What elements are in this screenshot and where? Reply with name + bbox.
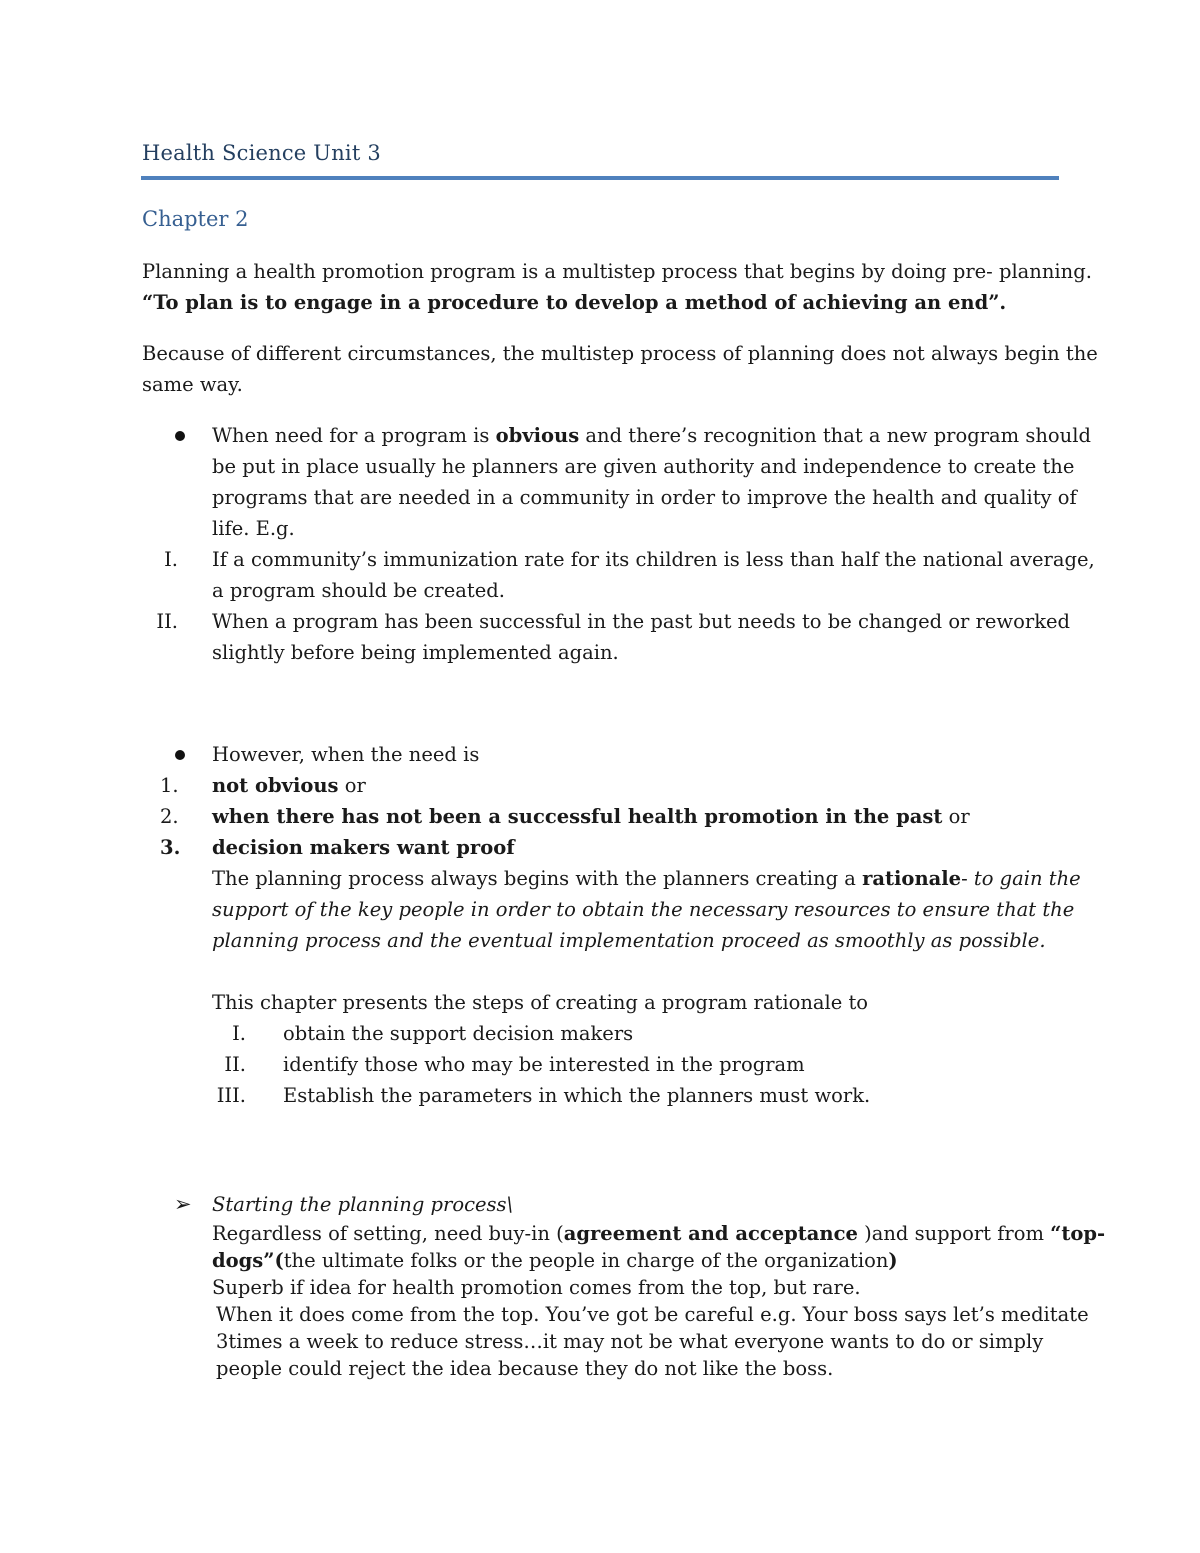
list-item: When a program has been successful in the past but needs to be changed or reworked <box>212 610 1071 633</box>
step-item: obtain the support decision makers <box>283 1022 634 1045</box>
rationale-term: rationale <box>862 867 962 890</box>
paragraph-line: same way. <box>142 373 243 396</box>
list-marker: 3. <box>160 836 181 859</box>
bullet-item <box>212 420 1091 451</box>
list-text: or <box>338 774 366 797</box>
list-item <box>212 801 970 832</box>
bullet-item-line: be put in place usually he planners are given authority and independence to create the <box>212 455 1075 478</box>
chapter-heading: Chapter 2 <box>142 207 249 231</box>
list-bold-text: when there has not been a successful health promotion in the past <box>212 805 943 828</box>
arrow-bullet-icon: ➢ <box>174 1192 192 1216</box>
section-text: the ultimate folks or the people in charge of the organization <box>283 1249 889 1272</box>
bullet-icon <box>175 431 185 441</box>
intro-quote: “To plan is to engage in a procedure to develop a method of achieving an end”. <box>142 291 1007 314</box>
list-bold-text: not obvious <box>212 774 339 797</box>
list-marker: I. <box>232 1022 246 1045</box>
list-marker: I. <box>164 548 178 571</box>
rationale-text: The planning process always begins with the planners creating a <box>212 867 863 890</box>
step-item: identify those who may be interested in the program <box>283 1053 805 1076</box>
list-marker: 2. <box>160 805 179 828</box>
section-bold-text: “top- <box>1050 1222 1106 1245</box>
rationale-definition: support of the key people in order to obtain the necessary resources to ensure that the <box>212 898 1075 921</box>
section-bold-text: ) <box>888 1249 898 1272</box>
bullet-item-line: life. E.g. <box>212 517 295 540</box>
intro-text: Planning a health promotion program is a multistep process that begins by doing pre- planning. <box>142 260 1092 283</box>
bullet-text: and there’s recognition that a new program should <box>579 424 1091 447</box>
bullet-item: However, when the need is <box>212 743 480 766</box>
list-marker: II. <box>224 1053 246 1076</box>
rationale-definition: to gain the <box>973 867 1081 890</box>
list-item-line: a program should be created. <box>212 579 505 602</box>
section-line: people could reject the idea because they do not like the boss. <box>216 1357 834 1380</box>
bullet-item-line: programs that are needed in a community in order to improve the health and quality of <box>212 486 1077 509</box>
section-text: Regardless of setting, need buy-in ( <box>212 1222 564 1245</box>
bullet-icon <box>175 750 185 760</box>
list-item: If a community’s immunization rate for its children is less than half the national average, <box>212 548 1095 571</box>
list-marker: III. <box>216 1084 246 1107</box>
list-marker: 1. <box>160 774 179 797</box>
list-text: or <box>942 805 970 828</box>
title-underline <box>141 176 1059 180</box>
bullet-bold-text: obvious <box>495 424 580 447</box>
section-line: When it does come from the top. You’ve got be careful e.g. Your boss says let’s meditate <box>216 1303 1089 1326</box>
list-item-line: slightly before being implemented again. <box>212 641 619 664</box>
section-bold-text: dogs”( <box>212 1249 284 1272</box>
list-item: decision makers want proof <box>212 836 515 859</box>
rationale-line <box>212 863 1081 894</box>
bullet-text: When need for a program is <box>212 424 496 447</box>
steps-intro: This chapter presents the steps of creating a program rationale to <box>212 991 869 1014</box>
section-heading: Starting the planning process\ <box>212 1193 514 1216</box>
rationale-definition: planning process and the eventual implementation proceed as smoothly as possible. <box>212 929 1046 952</box>
rationale-dash: - <box>961 867 974 890</box>
step-item: Establish the parameters in which the planners must work. <box>283 1084 871 1107</box>
list-item <box>212 770 366 801</box>
section-text: )and support from <box>857 1222 1051 1245</box>
section-bold-text: agreement and acceptance <box>563 1222 858 1245</box>
paragraph-line: Because of different circumstances, the multistep process of planning does not always begin the <box>142 342 1098 365</box>
document-title: Health Science Unit 3 <box>142 141 381 165</box>
section-line: 3times a week to reduce stress…it may not be what everyone wants to do or simply <box>216 1330 1044 1353</box>
section-line: Superb if idea for health promotion comes from the top, but rare. <box>212 1276 861 1299</box>
list-marker: II. <box>156 610 178 633</box>
